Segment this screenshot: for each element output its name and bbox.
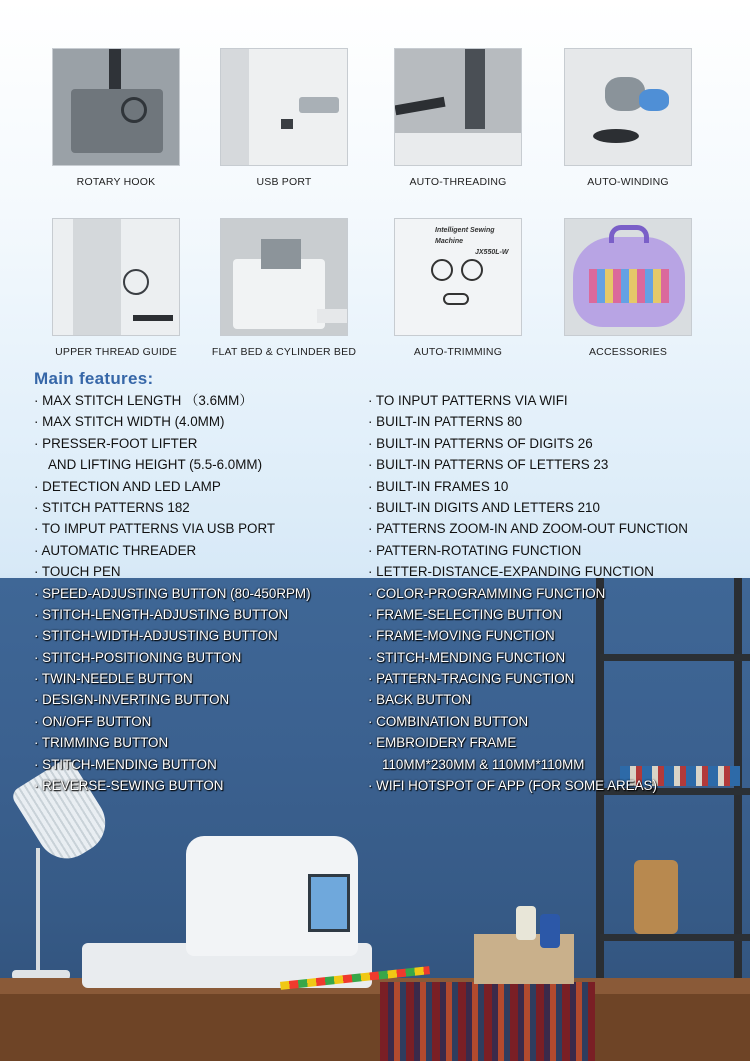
auto-threading-image — [394, 48, 522, 166]
feature-item: · MAX STITCH WIDTH (4.0MM) — [34, 414, 225, 430]
feature-item: · BUILT-IN FRAMES 10 — [368, 478, 509, 494]
product-auto-trimming — [378, 218, 538, 358]
lamp-pole — [36, 848, 40, 978]
feature-item: · ON/OFF BUTTON — [34, 713, 152, 729]
usb-port-image — [220, 48, 348, 166]
table-runner — [380, 982, 595, 1061]
product-label: ACCESSORIES — [588, 346, 668, 358]
flat-bed-image — [220, 218, 348, 336]
auto-winding-image — [564, 48, 692, 166]
feature-item: · BUILT-IN PATTERNS OF LETTERS 23 — [368, 457, 609, 473]
feature-item: · TOUCH PEN — [34, 564, 121, 580]
product-flat-bed — [204, 218, 364, 358]
product-label: AUTO-THREADING — [409, 176, 507, 188]
machine-screen — [308, 874, 350, 932]
feature-item: · EMBROIDERY FRAME — [368, 735, 517, 751]
auto-trimming-image — [394, 218, 522, 336]
feature-item: · SPEED-ADJUSTING BUTTON (80-450RPM) — [34, 585, 311, 601]
product-usb-port — [204, 48, 364, 188]
feature-item: · MAX STITCH LENGTH （3.6MM） — [34, 393, 253, 408]
product-accessories — [548, 218, 708, 358]
feature-item: · FRAME-MOVING FUNCTION — [368, 628, 555, 644]
feature-item: · BACK BUTTON — [368, 692, 472, 708]
rotary-hook-image — [52, 48, 180, 166]
feature-item: · DESIGN-INVERTING BUTTON — [34, 692, 230, 708]
feature-item: · PRESSER-FOOT LIFTER — [34, 435, 198, 451]
feature-item: · PATTERN-TRACING FUNCTION — [368, 671, 575, 687]
feature-item: · STITCH-MENDING BUTTON — [34, 756, 217, 772]
feature-item: · COMBINATION BUTTON — [368, 713, 529, 729]
panel-model-text: JX550L-W — [475, 249, 509, 256]
feature-item: · TWIN-NEEDLE BUTTON — [34, 671, 193, 687]
feature-item: · STITCH-WIDTH-ADJUSTING BUTTON — [34, 628, 278, 644]
features-right-column — [368, 390, 738, 796]
feature-item: · LETTER-DISTANCE-EXPANDING FUNCTION — [368, 564, 654, 580]
feature-item: · COLOR-PROGRAMMING FUNCTION — [368, 585, 606, 601]
feature-item: AND LIFTING HEIGHT (5.5-6.0MM) — [48, 457, 263, 473]
product-label: UPPER THREAD GUIDE — [55, 346, 177, 358]
product-label: ROTARY HOOK — [76, 176, 156, 188]
accessories-image — [564, 218, 692, 336]
features-title: Main features: — [34, 369, 154, 388]
feature-item: 110MM*230MM & 110MM*110MM — [382, 756, 585, 772]
product-upper-thread-guide — [36, 218, 196, 358]
panel-brand-text: Intelligent Sewing Machine — [435, 227, 495, 245]
product-rotary-hook — [36, 48, 196, 188]
product-label: USB PORT — [256, 176, 312, 188]
product-auto-threading — [378, 48, 538, 188]
spool — [540, 914, 560, 948]
feature-item: · TO IMPUT PATTERNS VIA USB PORT — [34, 521, 276, 537]
feature-item: · DETECTION AND LED LAMP — [34, 478, 221, 494]
feature-item: · TRIMMING BUTTON — [34, 735, 169, 751]
feature-item: · STITCH-LENGTH-ADJUSTING BUTTON — [34, 606, 289, 622]
feature-item: · STITCH PATTERNS 182 — [34, 499, 190, 515]
features-left-column — [34, 390, 364, 796]
feature-item: · PATTERNS ZOOM-IN AND ZOOM-OUT FUNCTION — [368, 521, 688, 537]
spool — [516, 906, 536, 940]
feature-item: · PATTERN-ROTATING FUNCTION — [368, 542, 582, 558]
feature-item: · STITCH-POSITIONING BUTTON — [34, 649, 242, 665]
product-auto-winding — [548, 48, 708, 188]
feature-item: · BUILT-IN PATTERNS OF DIGITS 26 — [368, 435, 593, 451]
product-label: AUTO-TRIMMING — [413, 346, 503, 358]
shelf-board — [600, 934, 750, 941]
table-front — [0, 994, 750, 1061]
feature-item: · REVERSE-SEWING BUTTON — [34, 778, 224, 794]
feature-item: · FRAME-SELECTING BUTTON — [368, 606, 562, 622]
feature-item: · AUTOMATIC THREADER — [34, 542, 197, 558]
product-label: FLAT BED & CYLINDER BED — [211, 346, 357, 358]
feature-item: · WIFI HOTSPOT OF APP (FOR SOME AREAS) — [368, 778, 657, 794]
product-label: AUTO-WINDING — [587, 176, 669, 188]
feature-item: · STITCH-MENDING FUNCTION — [368, 649, 566, 665]
feature-item: · TO INPUT PATTERNS VIA WIFI — [368, 393, 568, 408]
basket — [634, 860, 678, 934]
feature-item: · BUILT-IN DIGITS AND LETTERS 210 — [368, 499, 600, 515]
upper-thread-guide-image — [52, 218, 180, 336]
feature-item: · BUILT-IN PATTERNS 80 — [368, 414, 523, 430]
